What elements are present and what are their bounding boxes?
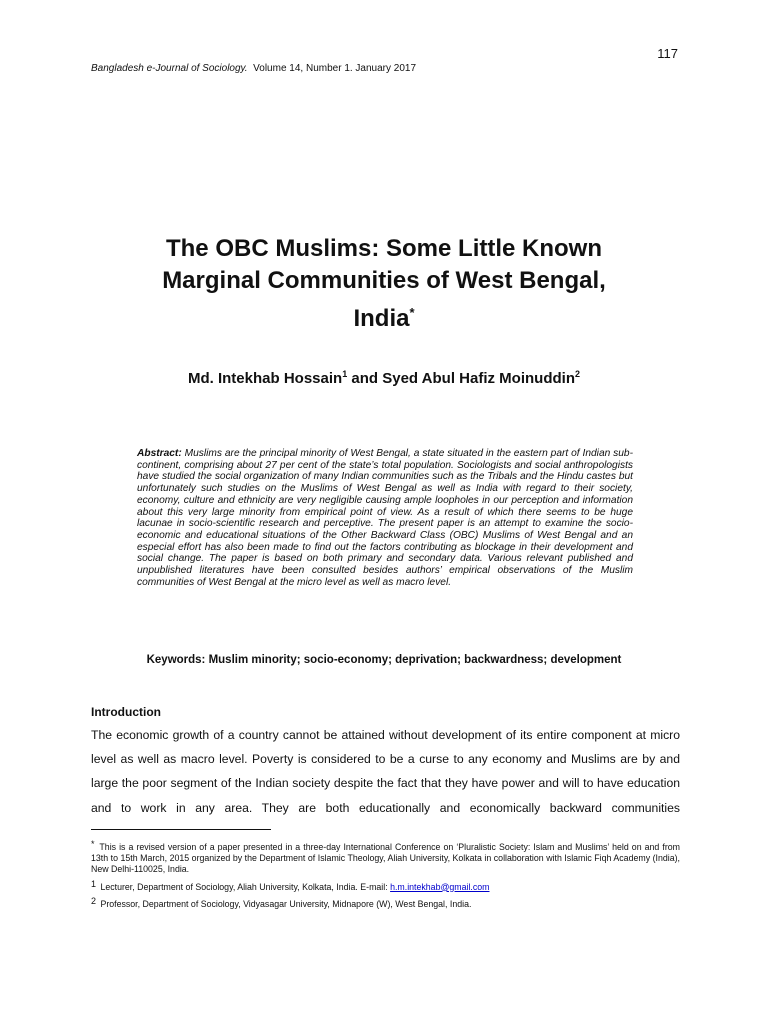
footnote-1-marker: 1 xyxy=(91,878,97,889)
introduction-heading: Introduction xyxy=(91,705,161,719)
abstract-text: Muslims are the principal minority of West Bengal, a state situated in the eastern part of Indian sub-continent, comprising about 27 per cent of the state’s total population. Sociologists and social anthropologists have studied the social organization of many Indian communities such as the Tribals and the Hindu castes but unfortunately such studies on the Muslims of West Bengal as well as India with regard to their society, economy, culture and ethnicity are very negligible causing ample loopholes in our perception and information about this very large minority from empirical point of view. As a result of which there seems to be huge lacunae in socio-scientific research and perceptive. The present paper is an attempt to examine the socio-economic and educational situations of the Other Backward Class (OBC) Muslims of West Bengal and an especial effort has also been made to find out the factors contributing as blockage in their development and social change. The paper is based on both primary and secondary data. Various relevant published and unpublished literatures have been consulted besides authors’ empirical observations of the Muslim communities of West Bengal at the micro level as well as macro level. xyxy=(137,448,633,588)
journal-name: Bangladesh e-Journal of Sociology. xyxy=(91,63,248,74)
author-2-sup: 2 xyxy=(575,369,581,379)
footnote-divider xyxy=(91,829,271,830)
paper-title xyxy=(0,233,768,335)
author-1-name: Md. Intekhab Hossain xyxy=(187,370,343,387)
footnote-1 xyxy=(91,879,680,893)
author-line xyxy=(0,369,768,387)
footnote-star-marker: * xyxy=(91,839,95,849)
footnote-star-text: This is a revised version of a paper presented in a three-day International Conference on ‘Pluralistic Society: Islam and Muslims’ held on and from 13th to 15th March, 2015 organized by the Department of Islamic Theology, Aliah University, Kolkata in collaboration with Islamic Fiqh Academy (India), New Delhi-110025, India. xyxy=(91,842,680,875)
page-number: 117 xyxy=(657,46,678,61)
journal-header xyxy=(91,63,416,74)
author-email-link[interactable]: h.m.intekhab@gmail.com xyxy=(390,881,490,892)
author-conjunction: and xyxy=(347,370,383,387)
footnote-star xyxy=(91,839,680,876)
abstract xyxy=(137,448,633,588)
title-line-2: Marginal Communities of West Bengal, xyxy=(162,267,606,294)
author-1-sup: 1 xyxy=(342,369,348,379)
journal-issue: Volume 14, Number 1. January 2017 xyxy=(253,63,417,74)
title-line-1: The OBC Muslims: Some Little Known xyxy=(165,235,603,262)
abstract-label: Abstract: xyxy=(137,448,182,459)
title-line-3 xyxy=(0,297,768,335)
title-footnote-marker: * xyxy=(409,305,415,320)
footnote-2-marker: 2 xyxy=(91,895,97,906)
introduction-body: The economic growth of a country cannot be attained without development of its entire component at micro level as well as macro level. Poverty is considered to be a curse to any economy and Muslims are by and large the poor segment of the Indian society despite the fact that they have power and will to have education and to work in any area. They are both educationally and economically backward communities xyxy=(91,728,680,815)
footnote-1-text: Lecturer, Department of Sociology, Aliah University, Kolkata, India. E-mail: xyxy=(100,881,391,892)
title-line-3-text: India xyxy=(353,305,410,332)
footnote-2-text: Professor, Department of Sociology, Vidyasagar University, Midnapore (W), West Bengal, India. xyxy=(100,898,472,909)
footnotes xyxy=(91,839,680,913)
footnote-2 xyxy=(91,896,680,910)
author-2-name: Syed Abul Hafiz Moinuddin xyxy=(382,370,575,387)
keywords: Keywords: Muslim minority; socio-economy; deprivation; backwardness; development xyxy=(146,654,622,666)
